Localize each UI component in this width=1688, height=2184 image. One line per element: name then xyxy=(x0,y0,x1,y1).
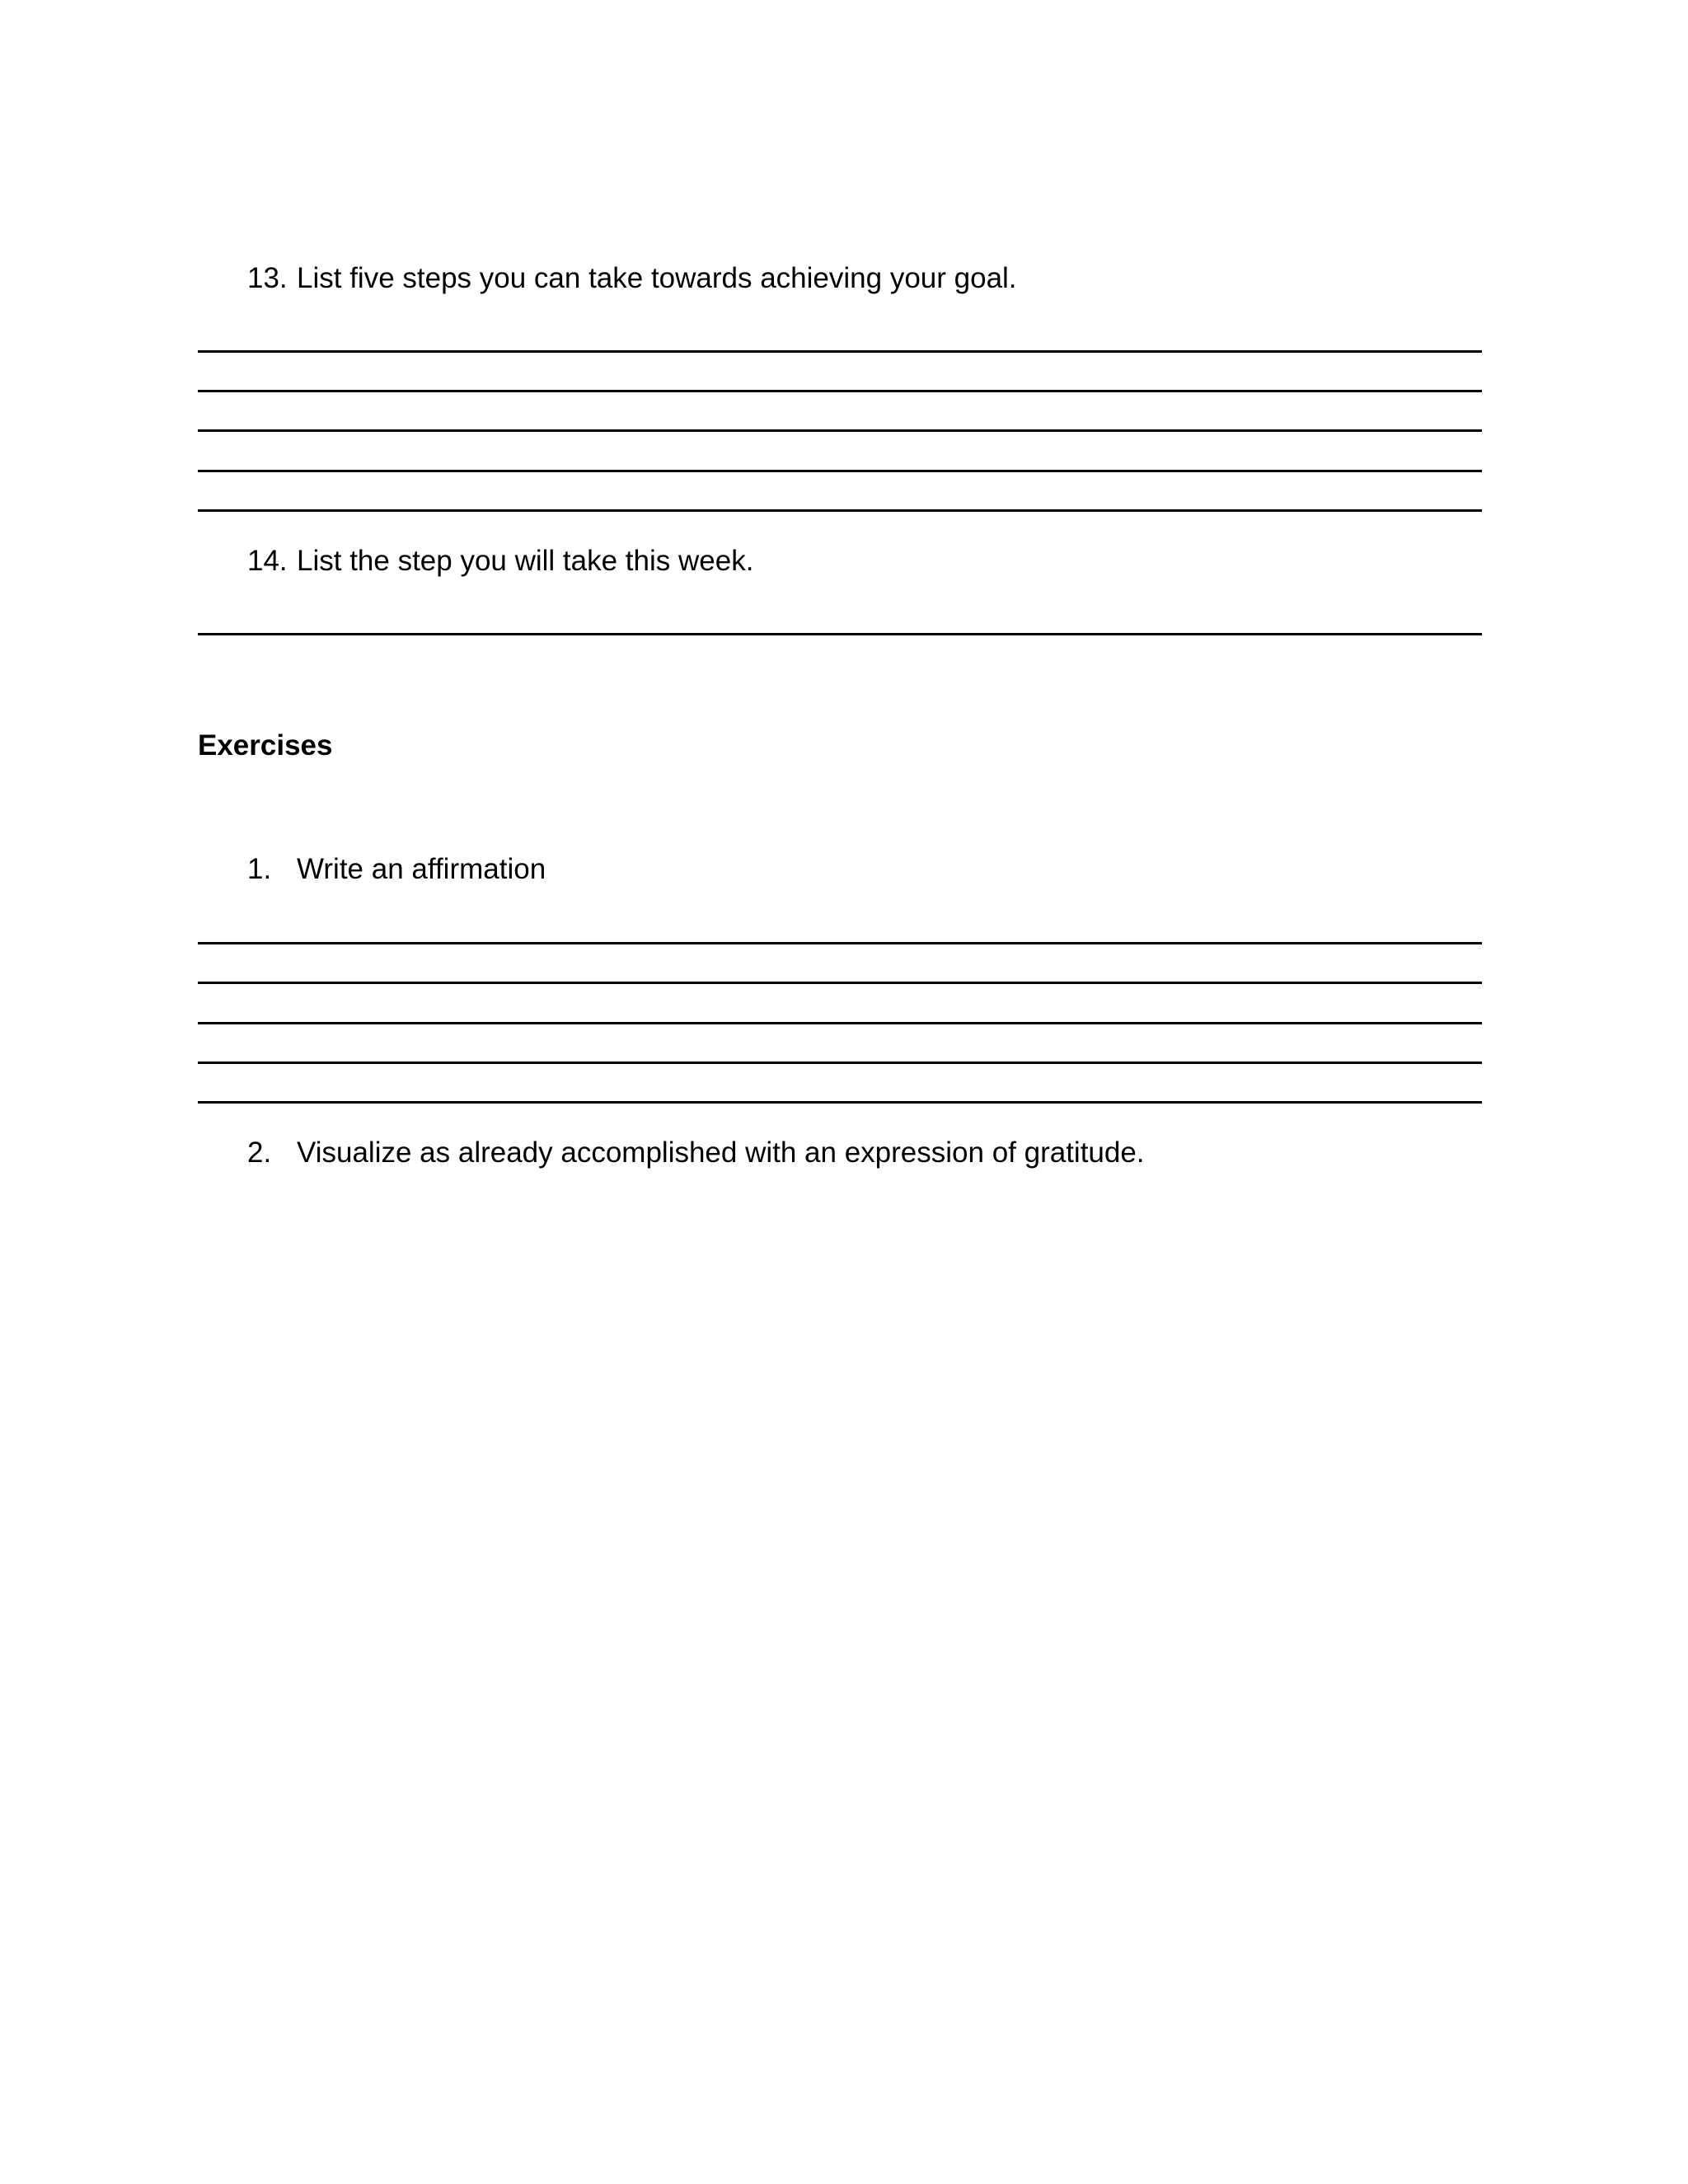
answer-line[interactable] xyxy=(198,982,1482,984)
answer-line[interactable] xyxy=(198,390,1482,392)
section-heading: Exercises xyxy=(198,729,333,762)
answer-line[interactable] xyxy=(198,350,1482,353)
answer-line[interactable] xyxy=(198,1101,1482,1104)
exercise-number: 1. xyxy=(247,853,272,885)
exercise-text: Write an affirmation xyxy=(297,853,546,885)
answer-line[interactable] xyxy=(198,509,1482,512)
question-number: 14. xyxy=(247,545,288,577)
answer-line[interactable] xyxy=(198,1062,1482,1064)
answer-line[interactable] xyxy=(198,942,1482,944)
exercise-1 xyxy=(247,853,546,886)
answer-line[interactable] xyxy=(198,633,1482,635)
answer-line[interactable] xyxy=(198,429,1482,432)
question-number: 13. xyxy=(247,262,288,294)
exercise-2 xyxy=(247,1137,1145,1169)
question-text: List five steps you can take towards achieving your goal. xyxy=(297,262,1017,294)
exercise-number: 2. xyxy=(247,1137,272,1169)
question-text: List the step you will take this week. xyxy=(297,545,754,577)
answer-line[interactable] xyxy=(198,1022,1482,1024)
question-13 xyxy=(247,262,1017,295)
question-14 xyxy=(247,545,753,578)
answer-line[interactable] xyxy=(198,470,1482,472)
exercise-text: Visualize as already accomplished with an expression of gratitude. xyxy=(297,1137,1145,1169)
